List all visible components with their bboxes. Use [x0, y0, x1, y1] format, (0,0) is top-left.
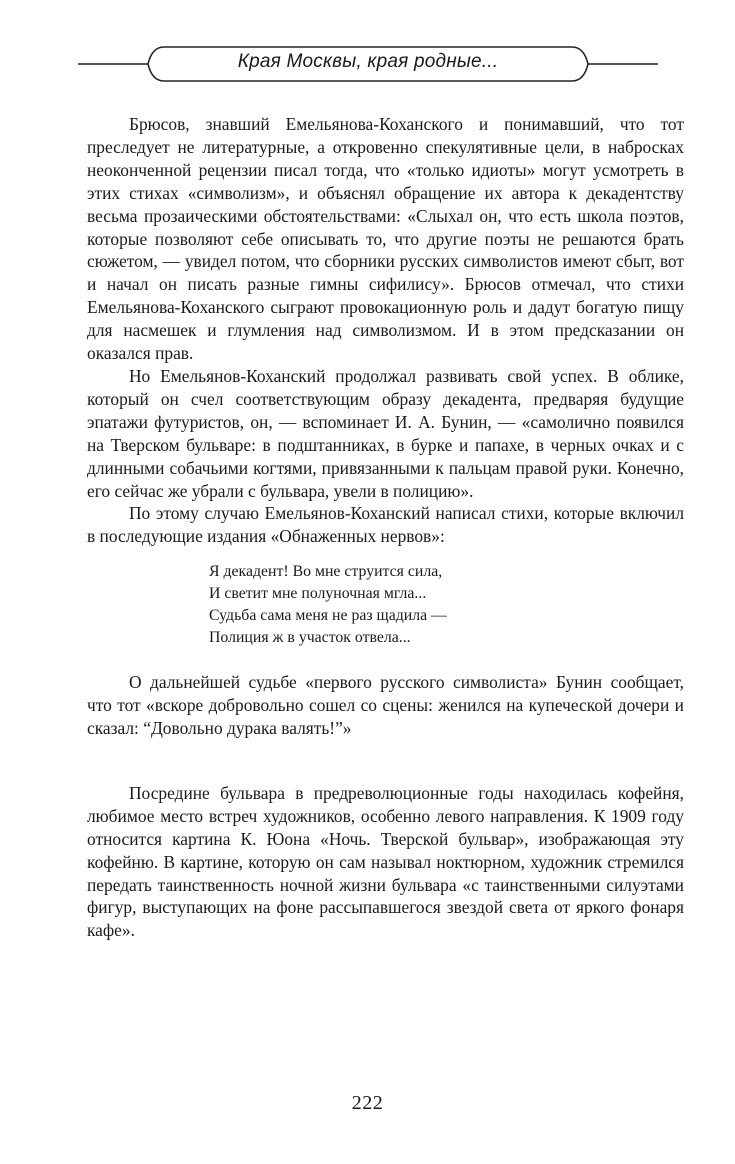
paragraph-coffee-house: Посредине бульвара в предреволюционные годы находилась кофейня, любимое место встреч художников, особенно левого направления. К 1909 году относится картина К. Юона «Ночь. Тверской бульвар», изображающая эту кофейню. В картине, которую он сам называл ноктюрном, художник стремился передать таинственность ночной жизни бульвара «с таинственными силуэтами фигур, выступающих на фоне рассыпавшегося звездой света от яркого фонаря кафе». [87, 782, 684, 941]
poem-line: Полиция ж в участок отвела... [209, 629, 411, 647]
running-header [78, 44, 658, 84]
poem-quote [209, 561, 684, 649]
page-number: 222 [351, 1092, 384, 1114]
paragraph-poem-intro: По этому случаю Емельянов-Коханский написал стихи, которые включил в последующие издания «Обнаженных нервов»: [87, 503, 684, 547]
chapter-title: Края Москвы, края родные... [237, 51, 499, 72]
poem-line: Судьба сама меня не раз щадила — [209, 607, 447, 625]
poem-line: Я декадент! Во мне струится сила, [209, 563, 443, 581]
page-body [87, 113, 684, 942]
poem-line: И светит мне полуночная мгла... [209, 585, 427, 603]
paragraph-later-fate: О дальнейшей судьбе «первого русского символиста» Бунин сообщает, что тот «вскоре добровольно сошел со сцены: женился на купеческой дочери и сказал: “Довольно дурака валять!”» [87, 672, 684, 739]
paragraph-tverskoy-appearance: Но Емельянов-Коханский продолжал развивать свой успех. В облике, который он счел соответствующим образу декадента, предваряя будущие эпатажи футуристов, он, — вспоминает И. А. Бунин, — «самолично появился на Тверском бульваре: в подштанниках, в бурке и папахе, в черных очках и с длинными собачьими когтями, привязанными к пальцам правой руки. Конечно, его сейчас же убрали с бульвара, увели в полицию». [87, 365, 684, 501]
paragraph-bryusov-review: Брюсов, знавший Емельянова-Коханского и понимавший, что тот преследует не литературные, а откровенно спекулятивные цели, в набросках неоконченной рецензии писал тогда, что «только идиоты» могут усмотреть в этих стихах «символизм», и объяснял обращение их автора к декадентству весьма прозаическими обстоятельствами: «Слыхал он, что есть школа поэтов, которые позволяют себе описывать то, что другие поэты не решаются брать сюжетом, — увидел потом, что сборники русских символистов имеют сбыт, вот и начал он писать разные гимны сифилису». Брюсов отмечал, что стихи Емельянова-Коханского сыграют провокационную роль и дадут богатую пищу для насмешек и глумления над символизмом. И в этом предсказании он оказался прав. [87, 114, 684, 364]
